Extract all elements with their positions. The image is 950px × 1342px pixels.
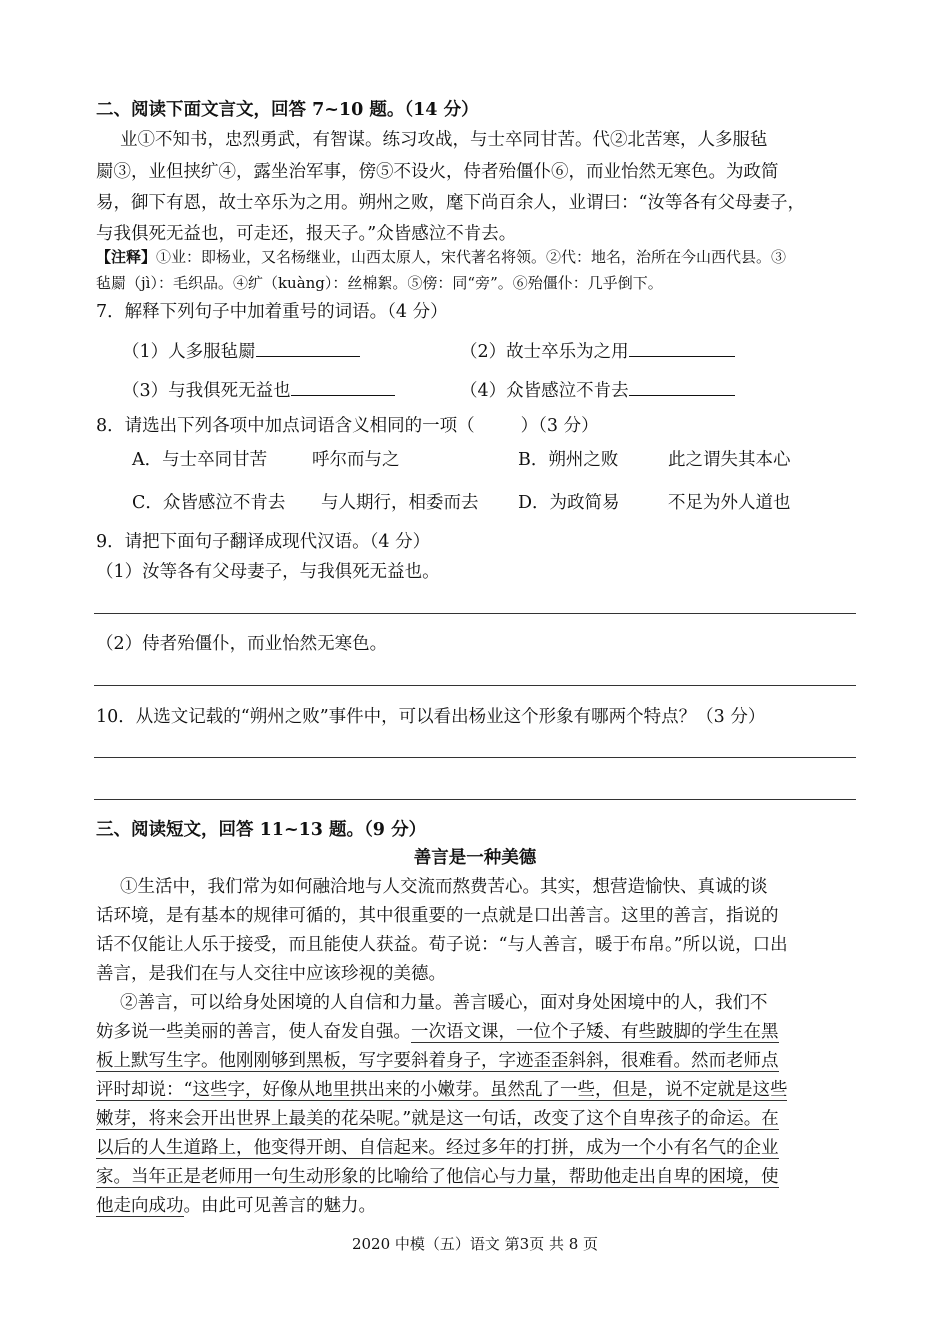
option-left: 与士卒同甘苦 <box>162 450 268 470</box>
underlined-text: 评时却说：“这些字，好像从地里拱出来的小嫩芽。虽然乱了一些，但是，说不定就是这些 <box>96 1080 788 1100</box>
paragraph-line: 善言，是我们在与人交往中应该珍视的美德。 <box>96 964 446 984</box>
underlined-text: 板上默写生字。他刚刚够到黑板，写字要斜着身子，字迹歪歪斜斜，很难看。然而老师点 <box>96 1051 779 1071</box>
underlined-text: 他走向成功 <box>96 1196 184 1216</box>
page-footer: 2020 中模（五）语文 第3页 共 8 页 <box>351 1235 599 1253</box>
answer-blank[interactable] <box>256 338 360 357</box>
q9-stem: 9．请把下面句子翻译成现代汉语。（4 分） <box>96 532 431 552</box>
underlined-line <box>96 1136 779 1160</box>
answer-blank[interactable] <box>291 377 395 396</box>
q9-item-1: （1）汝等各有父母妻子，与我俱死无益也。 <box>96 562 440 582</box>
option-key: D． <box>518 493 550 513</box>
option-key: C． <box>132 493 163 513</box>
underlined-text: 嫩芽，将来会开出世界上最美的花朵呢。”就是这一句话，改变了这个自卑孩子的命运。在 <box>96 1109 779 1129</box>
q8-stem-text: 8．请选出下列各项中加点词语含义相同的一项（ <box>96 416 475 436</box>
passage-line: 易，御下有恩，故士卒乐为之用。朔州之败，麾下尚百余人，业谓曰：“汝等各有父母妻子， <box>96 193 805 213</box>
q7-item-text: （3）与我俱死无益也 <box>122 381 291 401</box>
q7-item-2 <box>460 338 735 364</box>
paragraph-line: 话环境，是有基本的规律可循的，其中很重要的一点就是口出善言。这里的善言，指说的 <box>96 906 779 926</box>
underlined-text: 一次语文课，一位个子矮、有些跛脚的学生在黑 <box>411 1022 779 1042</box>
option-key: A． <box>132 450 163 470</box>
paragraph-line: ②善言，可以给身处困境的人自信和力量。善言暖心，面对身处困境中的人，我们不 <box>120 993 768 1013</box>
notes-line: 毡罽（jì）：毛织品。④纩（kuàng）：丝棉絮。⑤傍：同“旁”。⑥殆僵仆：几乎倒下。 <box>96 274 663 292</box>
answer-line[interactable] <box>94 757 856 758</box>
q7-item-1 <box>122 338 360 364</box>
passage-line: 罽③，业但挟纩④，露坐治军事，傍⑤不设火，侍者殆僵仆⑥，而业怡然无寒色。为政简 <box>96 162 779 182</box>
answer-blank[interactable] <box>629 338 735 357</box>
underlined-line <box>96 1165 779 1189</box>
paragraph-line: 话不仅能让人乐于接受，而且能使人获益。荀子说：“与人善言，暖于布帛。”所以说，口出 <box>96 935 788 955</box>
section3-heading: 三、阅读短文，回答 11~13 题。（9 分） <box>96 820 427 840</box>
q8-option-d <box>518 491 620 515</box>
notes-label: 【注释】 <box>96 248 157 266</box>
passage-line: 与我俱死无益也，可走还，报天子。”众皆感泣不肯去。 <box>96 224 517 244</box>
underlined-text: 家。当年正是老师用一句生动形象的比喻给了他信心与力量，帮助他走出自卑的困境，使 <box>96 1167 779 1187</box>
answer-line[interactable] <box>94 799 856 800</box>
q8-option-a-right: 呼尔而与之 <box>312 450 400 470</box>
section2-heading: 二、阅读下面文言文，回答 7~10 题。（14 分） <box>96 100 479 120</box>
q8-option-b <box>518 448 618 472</box>
option-left: 为政简易 <box>549 493 620 513</box>
underlined-text: 以后的人生道路上，他变得开朗、自信起来。经过多年的打拼，成为一个小有名气的企业 <box>96 1138 779 1158</box>
plain-text: 。由此可见善言的魅力。 <box>183 1196 376 1216</box>
option-left: 朔州之败 <box>548 450 619 470</box>
q7-item-text: （2）故士卒乐为之用 <box>460 342 629 362</box>
q8-option-d-right: 不足为外人道也 <box>668 493 791 513</box>
answer-line[interactable] <box>94 613 856 614</box>
q7-item-text: （4）众皆感泣不肯去 <box>460 381 629 401</box>
paragraph-line: ①生活中，我们常为如何融洽地与人交流而熬费苦心。其实，想营造愉快、真诚的谈 <box>120 877 768 897</box>
answer-line[interactable] <box>94 685 856 686</box>
underlined-line <box>96 1049 779 1073</box>
q8-stem <box>96 414 599 438</box>
notes-line: ①业：即杨业，又名杨继业，山西太原人，宋代著名将领。②代：地名，治所在今山西代县。③ <box>156 248 787 266</box>
paragraph-line <box>96 1194 376 1218</box>
answer-blank[interactable] <box>629 377 735 396</box>
paragraph-line <box>96 1020 779 1044</box>
plain-text: 妨多说一些美丽的善言，使人奋发自强。 <box>96 1022 411 1042</box>
q8-option-b-right: 此之谓失其本心 <box>668 450 791 470</box>
q7-item-4 <box>460 377 735 403</box>
q8-stem-score: ）（3 分） <box>520 416 599 436</box>
option-left: 众皆感泣不肯去 <box>162 493 286 513</box>
q7-item-3 <box>122 377 395 403</box>
q8-option-c <box>132 491 285 515</box>
q8-option-c-right: 与人期行，相委而去 <box>321 493 479 513</box>
q7-item-text: （1）人多服毡罽 <box>122 342 256 362</box>
option-key: B． <box>518 450 549 470</box>
notes-block <box>96 245 786 269</box>
underlined-line <box>96 1078 787 1102</box>
passage-line: 业①不知书，忠烈勇武，有智谋。练习攻战，与士卒同甘苦。代②北苦寒，人多服毡 <box>120 130 768 150</box>
q10-stem: 10．从选文记载的“朔州之败”事件中，可以看出杨业这个形象有哪两个特点？（3 分） <box>96 707 766 727</box>
q7-stem: 7．解释下列句子中加着重号的词语。（4 分） <box>96 302 448 322</box>
q8-option-a <box>132 448 267 472</box>
article-title: 善言是一种美德 <box>413 848 537 868</box>
underlined-line <box>96 1107 779 1131</box>
q9-item-2: （2）侍者殆僵仆，而业怡然无寒色。 <box>96 634 388 654</box>
